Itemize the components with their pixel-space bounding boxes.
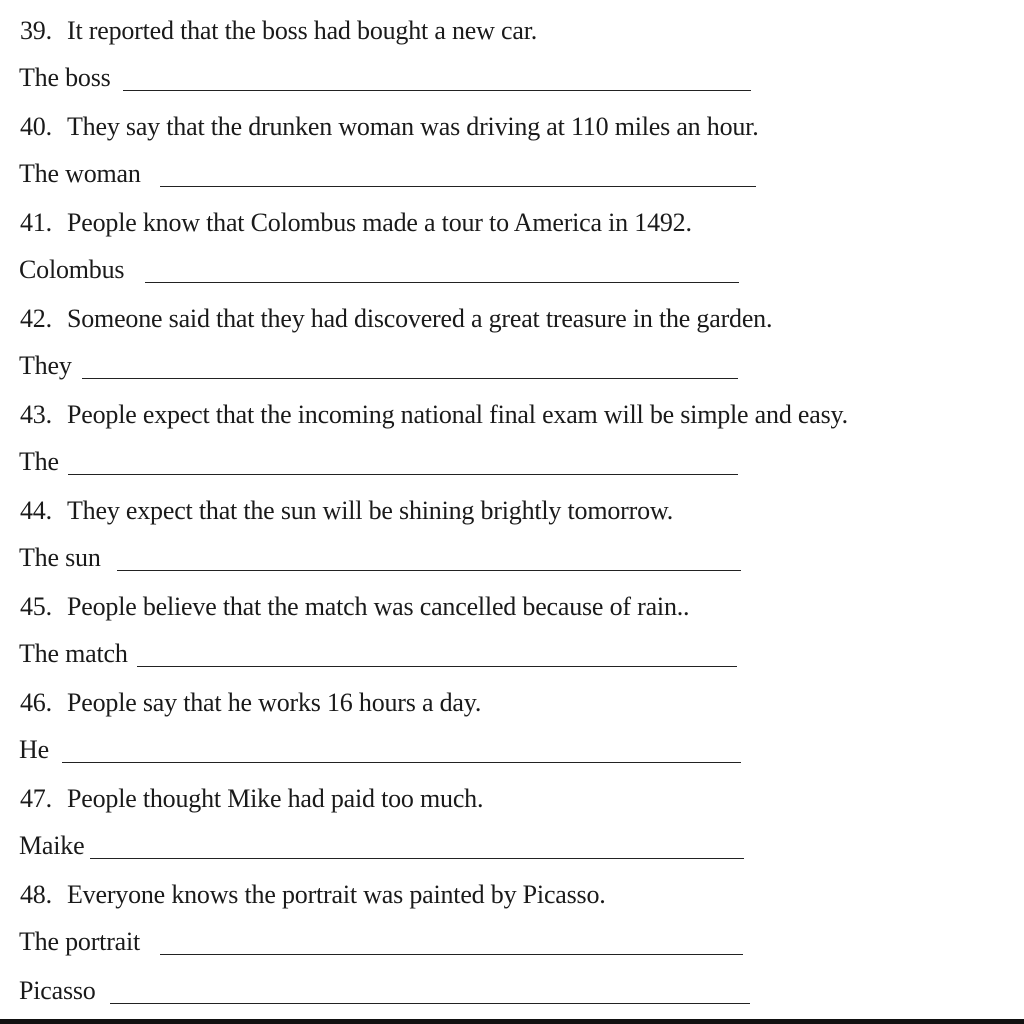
question-number: 39. bbox=[20, 16, 52, 45]
answer-prefix: The sun bbox=[19, 543, 101, 572]
question-sentence: People believe that the match was cancelled because of rain.. bbox=[67, 592, 690, 621]
answer-blank[interactable] bbox=[90, 858, 744, 859]
answer-prefix: The portrait bbox=[19, 927, 141, 956]
question-sentence: Someone said that they had discovered a great treasure in the garden. bbox=[67, 304, 773, 333]
answer-blank[interactable] bbox=[82, 378, 738, 379]
answer-blank[interactable] bbox=[68, 474, 738, 475]
question-sentence: People know that Colombus made a tour to America in 1492. bbox=[67, 208, 692, 237]
answer-blank[interactable] bbox=[137, 666, 737, 667]
question-number: 48. bbox=[20, 880, 52, 909]
question-sentence: They expect that the sun will be shining brightly tomorrow. bbox=[67, 496, 674, 525]
answer-prefix: Picasso bbox=[19, 976, 96, 1005]
answer-prefix: The woman bbox=[19, 159, 141, 188]
question-number: 43. bbox=[20, 400, 52, 429]
question-sentence: People thought Mike had paid too much. bbox=[67, 784, 484, 813]
answer-prefix: Maike bbox=[19, 831, 85, 860]
question-number: 42. bbox=[20, 304, 52, 333]
bottom-border bbox=[0, 1019, 1024, 1024]
question-sentence: It reported that the boss had bought a new car. bbox=[67, 16, 538, 45]
question-sentence: Everyone knows the portrait was painted by Picasso. bbox=[67, 880, 606, 909]
question-number: 47. bbox=[20, 784, 52, 813]
answer-prefix: Colombus bbox=[19, 255, 125, 284]
question-sentence: They say that the drunken woman was driving at 110 miles an hour. bbox=[67, 112, 759, 141]
question-number: 46. bbox=[20, 688, 52, 717]
answer-blank[interactable] bbox=[145, 282, 739, 283]
answer-blank[interactable] bbox=[160, 954, 743, 955]
answer-blank[interactable] bbox=[117, 570, 741, 571]
question-number: 44. bbox=[20, 496, 52, 525]
answer-prefix: The boss bbox=[19, 63, 111, 92]
answer-prefix: The match bbox=[19, 639, 128, 668]
answer-prefix: The bbox=[19, 447, 59, 476]
answer-blank[interactable] bbox=[110, 1003, 750, 1004]
question-number: 45. bbox=[20, 592, 52, 621]
answer-prefix: He bbox=[19, 735, 49, 764]
question-number: 41. bbox=[20, 208, 52, 237]
question-sentence: People say that he works 16 hours a day. bbox=[67, 688, 482, 717]
question-number: 40. bbox=[20, 112, 52, 141]
question-sentence: People expect that the incoming national final exam will be simple and easy. bbox=[67, 400, 848, 429]
answer-blank[interactable] bbox=[62, 762, 741, 763]
answer-prefix: They bbox=[19, 351, 72, 380]
answer-blank[interactable] bbox=[123, 90, 751, 91]
answer-blank[interactable] bbox=[160, 186, 756, 187]
